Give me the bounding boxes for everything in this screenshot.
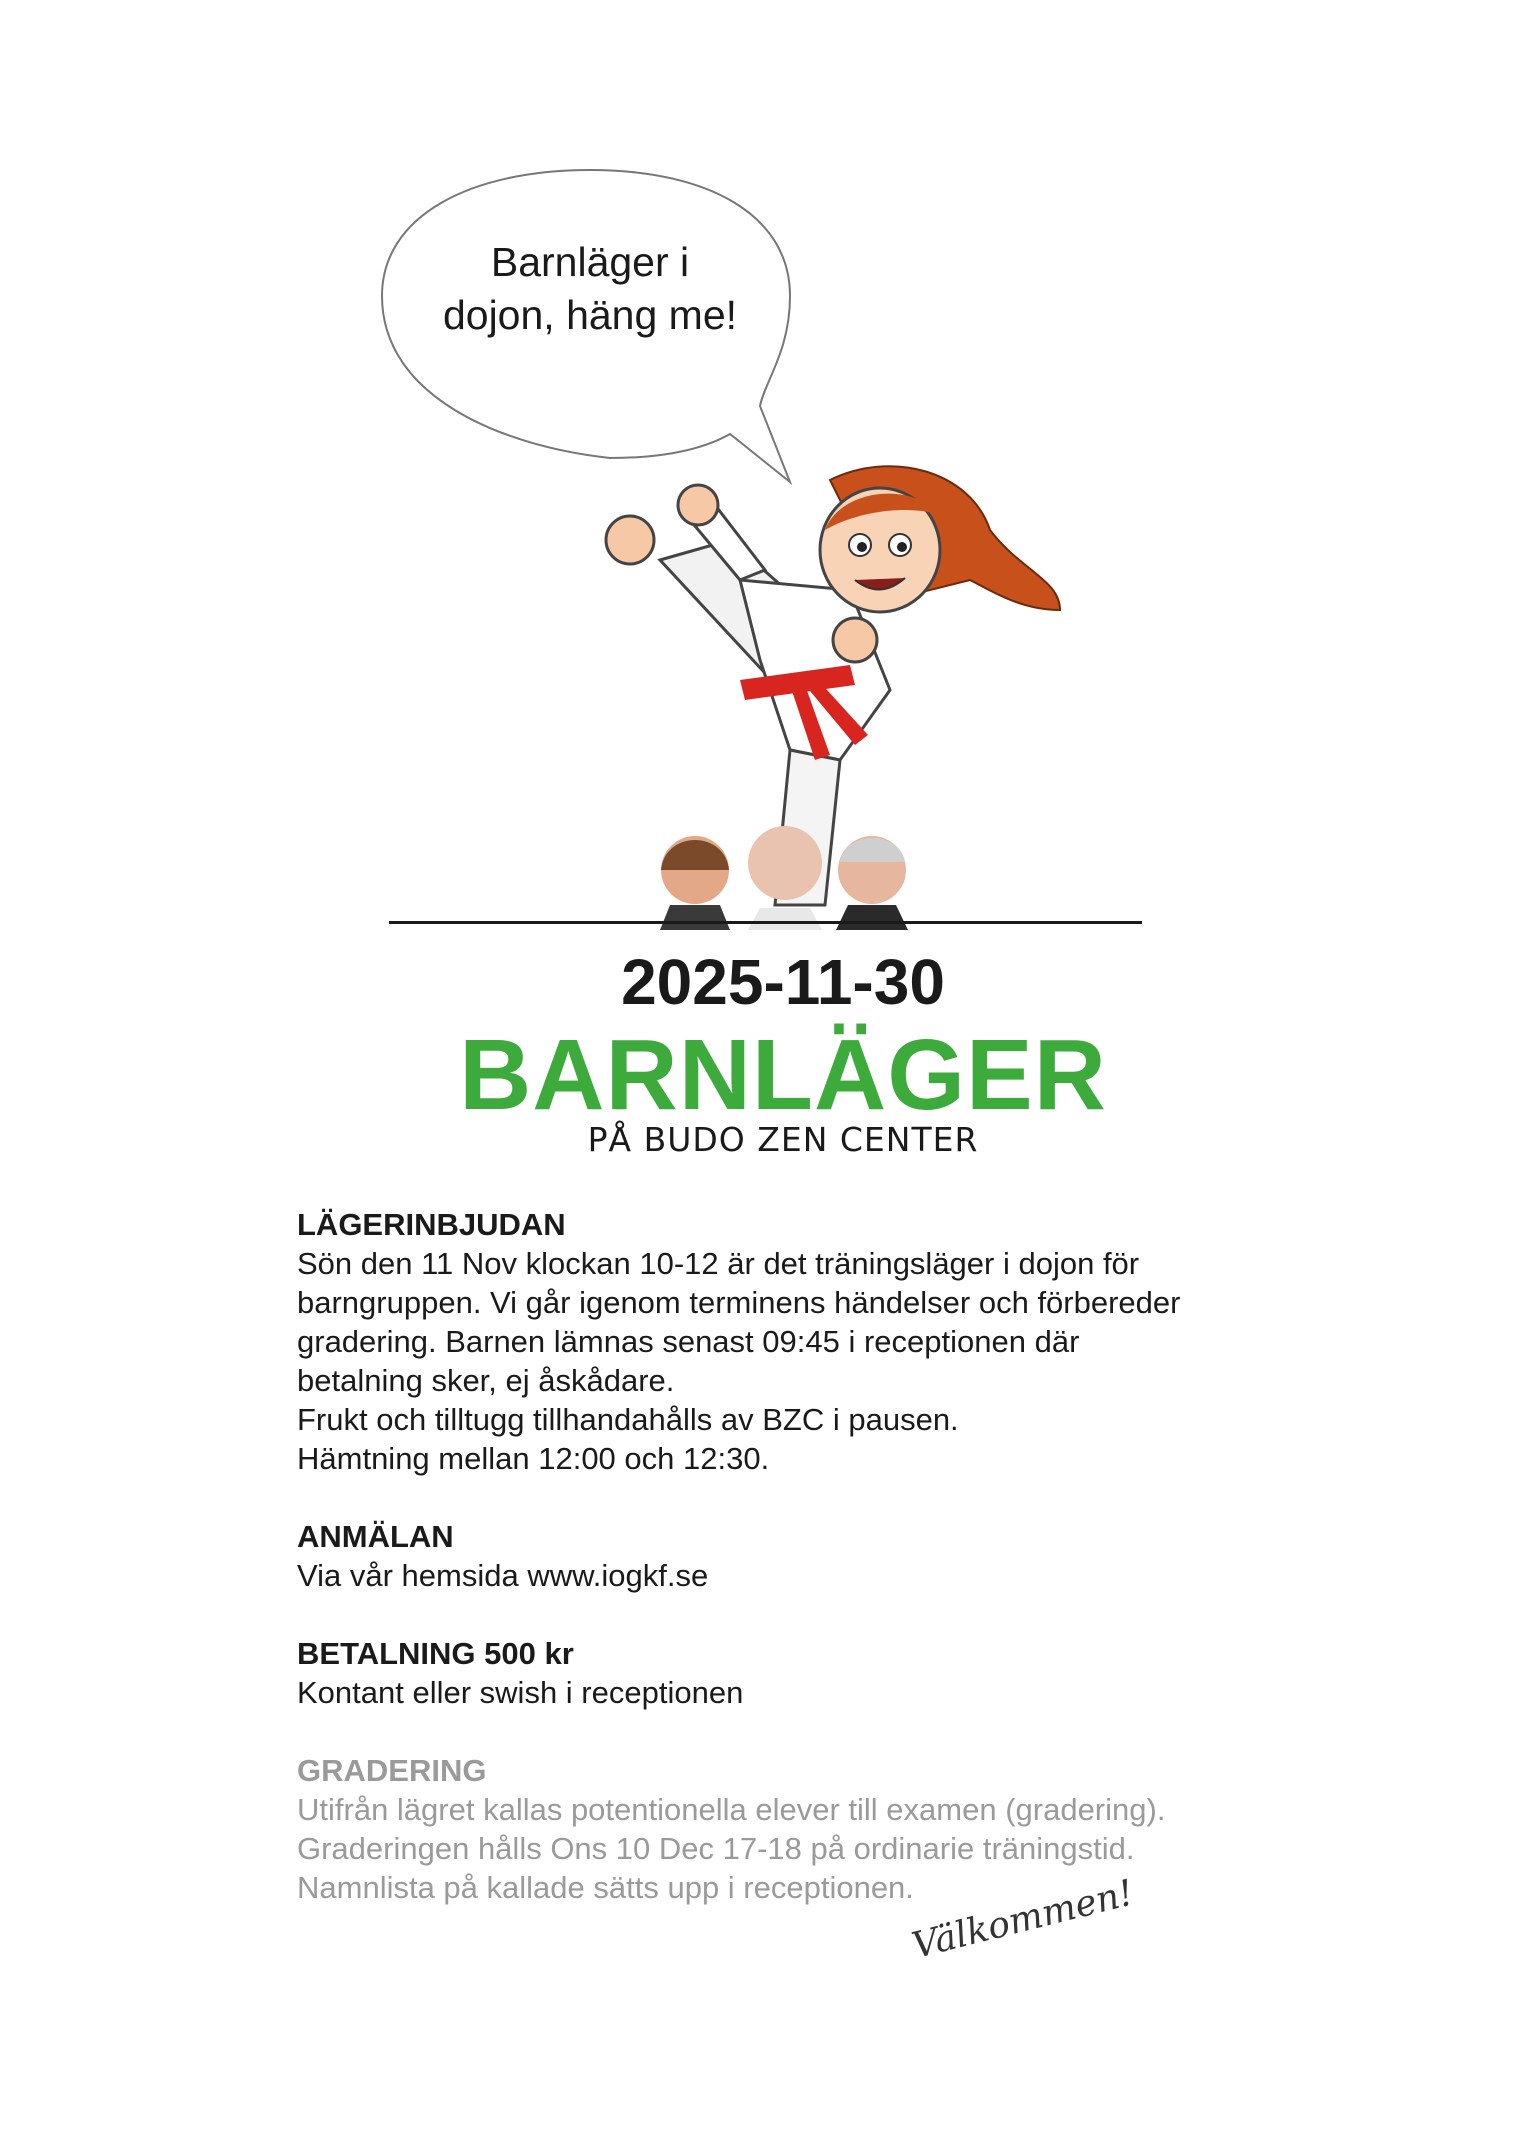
karate-girl-illustration (590, 460, 1110, 930)
speech-bubble-line-1: Barnläger i (490, 239, 690, 285)
section-invite-line: Frukt och tilltugg tillhandahålls av BZC i pausen. (297, 1402, 959, 1437)
section-grading-line: Utifrån lägret kallas potentionella elever till examen (gradering). (297, 1792, 1166, 1827)
section-payment-heading: BETALNING 500 kr (297, 1636, 574, 1671)
section-signup-heading: ANMÄLAN (297, 1519, 454, 1554)
section-invite-heading: LÄGERINBJUDAN (297, 1207, 566, 1242)
portrait-2 (748, 826, 822, 930)
section-payment (297, 1634, 1297, 1712)
event-subtitle: PÅ BUDO ZEN CENTER (587, 1120, 979, 1159)
section-invite-line: Hämtning mellan 12:00 och 12:30. (297, 1441, 770, 1476)
info-sections (297, 1205, 1297, 1946)
portrait-1 (660, 836, 730, 930)
event-title: BARNLÄGER (459, 1019, 1107, 1131)
section-grading-line: Graderingen hålls Ons 10 Dec 17-18 på ordinarie träningstid. (297, 1831, 1135, 1866)
speech-bubble-text (400, 236, 780, 342)
section-invite-line: Sön den 11 Nov klockan 10-12 är det träningsläger i dojon för (297, 1246, 1140, 1281)
section-grading-line: Namnlista på kallade sätts upp i receptionen. (297, 1870, 914, 1905)
portrait-3 (836, 836, 908, 930)
section-signup-line: Via vår hemsida www.iogkf.se (297, 1558, 709, 1593)
section-invite-line: betalning sker, ej åskådare. (297, 1363, 675, 1398)
section-grading-heading: GRADERING (297, 1753, 487, 1788)
speech-bubble-line-2: dojon, häng me! (442, 292, 738, 338)
section-signup (297, 1517, 1297, 1595)
section-invite-line: barngruppen. Vi går igenom terminens händelser och förbereder (297, 1285, 1181, 1320)
section-invite (297, 1205, 1297, 1478)
section-invite-line: gradering. Barnen lämnas senast 09:45 i receptionen där (297, 1324, 1080, 1359)
welcome-signature: Välkommen! (908, 1872, 1138, 1967)
section-payment-line: Kontant eller swish i receptionen (297, 1675, 744, 1710)
divider-line (389, 921, 1142, 924)
event-date: 2025-11-30 (621, 946, 945, 1018)
section-grading (297, 1751, 1297, 1907)
